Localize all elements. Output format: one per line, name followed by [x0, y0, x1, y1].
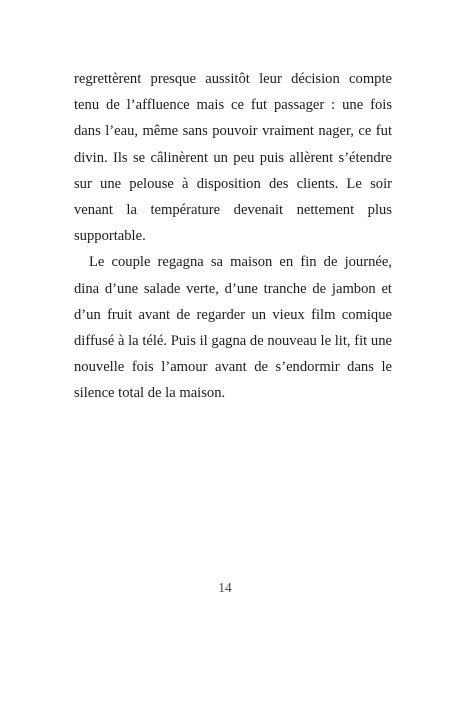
paragraph-couple-returns: Le couple regagna sa maison en fin de journée, dina d’une salade verte, d’une tranche de jambon et d’un fruit avant de regarder un vieux film comique diffusé à la télé. Puis il gagna de nouveau le lit, fit une nouvelle fois l’amour avant de s’endormir dans le silence total de la maison. — [74, 254, 392, 402]
body-text — [74, 66, 392, 407]
page-number: 14 — [218, 580, 232, 595]
paragraph-continuation: regrettèrent presque aussitôt leur décision compte tenu de l’affluence mais ce fut passager : une fois dans l’eau, même sans pouvoir vraiment nager, ce fut divin. Ils se câlinèrent un peu puis allèrent s’étendre sur une pelouse à disposition des clients. Le soir venant la température devenait nettement plus supportable. — [74, 71, 392, 245]
